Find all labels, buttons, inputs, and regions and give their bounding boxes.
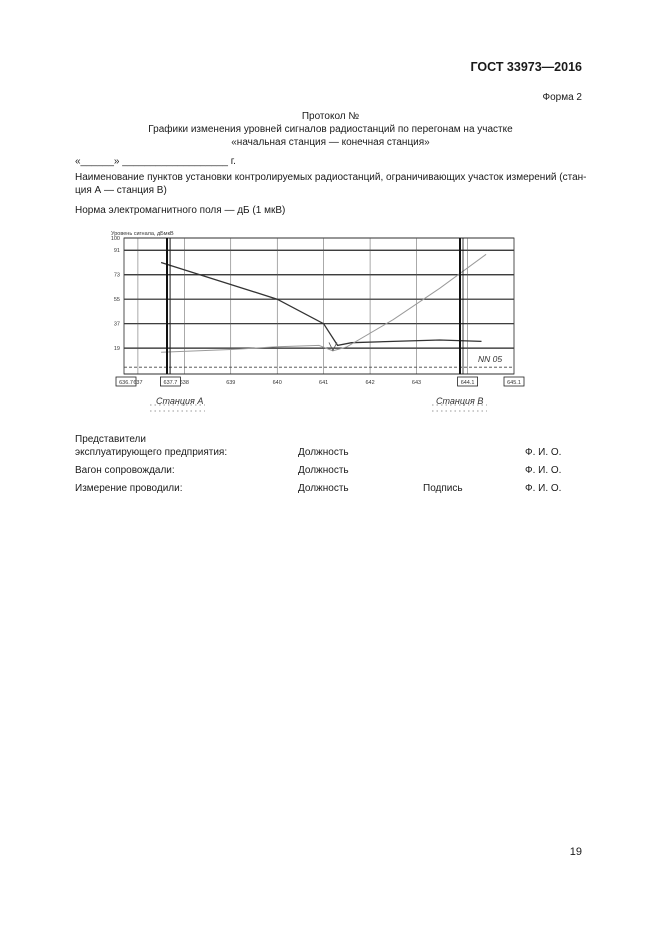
norm-line: Норма электромагнитного поля — дБ (1 мкВ): [75, 205, 286, 216]
plot-frame: [124, 238, 514, 374]
x-tick-label: 636.7: [119, 380, 133, 386]
x-tick-label: 637.7: [163, 380, 178, 386]
y-tick-label: 55: [113, 297, 120, 304]
naming-line-1: Наименование пунктов установки контролируемых радиостанций, ограничивающих участок измерений (стан-: [75, 172, 587, 183]
form-label: Форма 2: [542, 92, 582, 103]
row-3-signature: Подпись: [423, 483, 463, 494]
protocol-stations: «начальная станция — конечная станция»: [231, 137, 430, 148]
station-b-label: Станция В: [436, 396, 484, 406]
y-tick-label: 73: [113, 272, 120, 279]
representatives-label: Представители: [75, 434, 146, 445]
x-tick-label: 645.1: [507, 380, 521, 386]
x-axis: [116, 377, 524, 386]
standard-number: ГОСТ 33973—2016: [470, 60, 582, 74]
grid: [124, 238, 514, 374]
x-tick-label: 638: [179, 380, 189, 386]
norm-label: NN 05: [478, 354, 503, 365]
page-number: 19: [569, 846, 582, 858]
station-a-label: Станция А: [156, 396, 204, 406]
row-3-name: Ф. И. О.: [525, 483, 562, 494]
y-tick-label: 19: [113, 346, 120, 353]
row-2-name: Ф. И. О.: [525, 465, 562, 476]
x-tick-label: 641: [319, 380, 329, 386]
x-tick-label: 639: [226, 380, 236, 386]
y-axis: [111, 236, 120, 352]
row-2-position: Должность: [298, 465, 349, 476]
row-2-label: Вагон сопровождали:: [75, 465, 175, 476]
x-tick-label: 644.1: [460, 380, 475, 386]
x-tick-label: 642: [365, 380, 375, 386]
row-3-position: Должность: [298, 483, 349, 494]
row-3-label: Измерение проводили:: [75, 483, 183, 494]
y-tick-label: 37: [113, 321, 120, 328]
row-1-name: Ф. И. О.: [525, 447, 562, 458]
naming-line-2: ция А — станция В): [75, 185, 167, 196]
protocol-title: Протокол №: [301, 111, 360, 122]
y-tick-label: 91: [113, 248, 120, 255]
date-line: «______» ___________________ г.: [75, 156, 236, 167]
y-tick-label: 100: [110, 236, 120, 242]
y-axis-label: Уровень сигнала, дБмкВ: [111, 231, 174, 237]
row-1-position: Должность: [298, 447, 349, 458]
x-tick-label: 643: [411, 380, 422, 386]
protocol-subtitle: Графики изменения уровней сигналов радиостанций по перегонам на участке: [148, 124, 513, 135]
x-tick-label: 637: [133, 380, 143, 386]
x-tick-label: 640: [272, 380, 282, 386]
row-1-label: эксплуатирующего предприятия:: [75, 447, 228, 458]
